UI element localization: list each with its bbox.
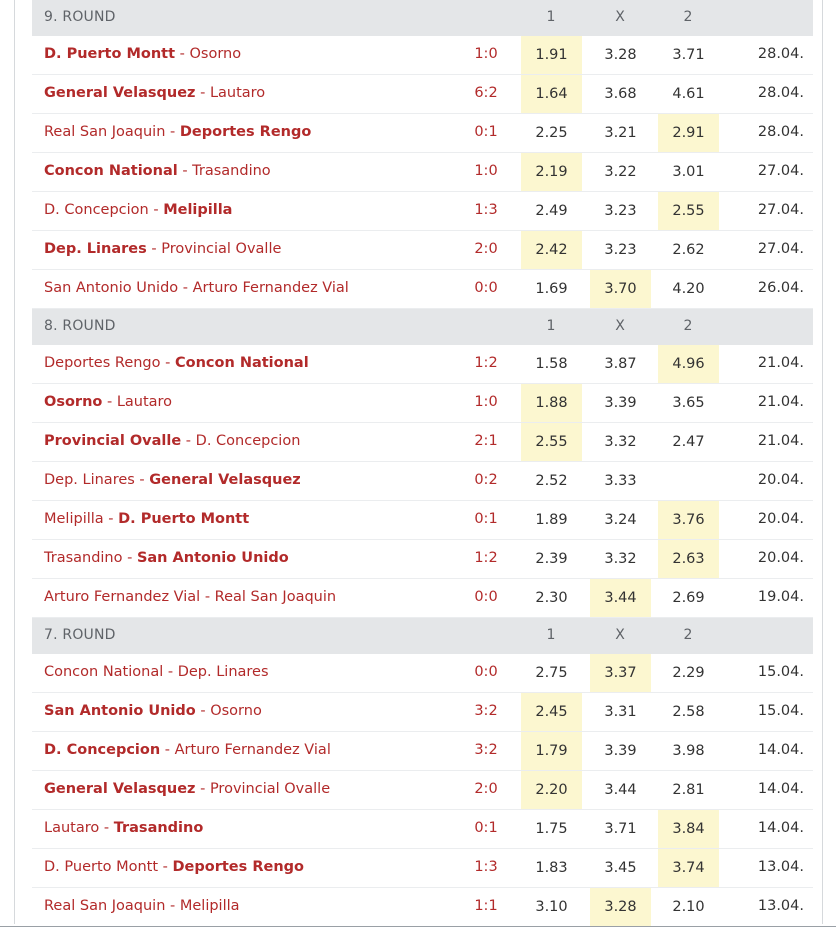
odds-away[interactable]: 2.29 (672, 665, 705, 681)
match-date: 21.04. (757, 355, 804, 371)
odds-home[interactable]: 2.39 (535, 551, 568, 567)
match-date: 15.04. (757, 664, 804, 680)
home-team: Concon National (44, 664, 164, 680)
away-team: Osorno (189, 46, 242, 62)
match-link[interactable] (44, 511, 249, 527)
match-row[interactable] (32, 771, 813, 810)
team-separator: - (200, 589, 215, 605)
odds-away[interactable]: 4.96 (658, 345, 719, 383)
match-row[interactable] (32, 192, 813, 231)
match-row[interactable] (32, 732, 813, 771)
odds-away[interactable]: 2.55 (658, 192, 719, 230)
odds-away[interactable]: 2.58 (672, 704, 705, 720)
odds-away[interactable]: 3.71 (672, 47, 705, 63)
home-team: Concon National (44, 163, 178, 179)
team-separator: - (165, 898, 180, 914)
odds-draw[interactable]: 3.31 (604, 704, 637, 720)
odds-home[interactable]: 2.49 (535, 203, 568, 219)
match-row[interactable] (32, 345, 813, 384)
home-team: Arturo Fernandez Vial (44, 589, 201, 605)
match-link[interactable] (44, 589, 336, 605)
home-team: General Velasquez (44, 85, 196, 101)
team-separator: - (99, 820, 114, 836)
match-date: 13.04. (757, 859, 804, 875)
odds-home[interactable]: 2.75 (535, 665, 568, 681)
home-team: General Velasquez (44, 781, 196, 797)
odds-away[interactable]: 2.47 (672, 434, 705, 450)
column-header-draw: X (615, 627, 625, 643)
team-separator: - (160, 742, 175, 758)
team-separator: - (102, 394, 117, 410)
match-link[interactable] (44, 781, 330, 797)
odds-home[interactable]: 1.64 (521, 75, 582, 113)
odds-home[interactable]: 1.69 (535, 281, 568, 297)
match-row[interactable] (32, 423, 813, 462)
home-team: Lautaro (44, 820, 100, 836)
match-date: 28.04. (757, 46, 804, 62)
match-score: 1:3 (474, 859, 498, 875)
match-score: 2:0 (474, 241, 498, 257)
match-row[interactable] (32, 849, 813, 888)
odds-draw[interactable]: 3.21 (604, 125, 637, 141)
odds-away[interactable]: 2.63 (658, 540, 719, 578)
match-link[interactable] (44, 433, 300, 449)
odds-away[interactable]: 2.10 (672, 899, 705, 915)
away-team: D. Puerto Montt (118, 511, 250, 527)
match-score: 1:3 (474, 202, 498, 218)
odds-home[interactable]: 3.10 (535, 899, 568, 915)
team-separator: - (122, 550, 137, 566)
away-team: D. Concepcion (195, 433, 301, 449)
match-date: 21.04. (757, 433, 804, 449)
odds-home[interactable]: 2.30 (535, 590, 568, 606)
match-date: 26.04. (757, 280, 804, 296)
odds-draw[interactable]: 3.28 (604, 47, 637, 63)
match-score: 0:1 (474, 820, 498, 836)
away-team: Arturo Fernandez Vial (192, 280, 349, 296)
match-score: 1:2 (474, 550, 498, 566)
column-header-away: 2 (683, 627, 693, 643)
home-team: Real San Joaquin (44, 124, 166, 140)
results-table (32, 0, 813, 927)
home-team: D. Puerto Montt (44, 46, 176, 62)
odds-draw[interactable]: 3.28 (590, 888, 651, 926)
column-header-home: 1 (546, 9, 556, 25)
match-row[interactable] (32, 153, 813, 192)
match-score: 0:2 (474, 472, 498, 488)
match-link[interactable] (44, 703, 262, 719)
odds-draw[interactable]: 3.71 (604, 821, 637, 837)
column-header-home: 1 (546, 627, 556, 643)
odds-draw[interactable]: 3.68 (604, 86, 637, 102)
match-link[interactable] (44, 472, 301, 488)
match-row[interactable] (32, 384, 813, 423)
away-team: Melipilla (163, 202, 233, 218)
odds-draw[interactable]: 3.24 (604, 512, 637, 528)
match-link[interactable] (44, 124, 311, 140)
odds-home[interactable]: 1.88 (521, 384, 582, 422)
match-score: 6:2 (474, 85, 498, 101)
odds-draw[interactable]: 3.32 (604, 434, 637, 450)
odds-away[interactable] (658, 462, 719, 500)
away-team: Arturo Fernandez Vial (174, 742, 331, 758)
odds-away[interactable]: 4.20 (672, 281, 705, 297)
match-link[interactable] (44, 859, 304, 875)
team-separator: - (195, 781, 210, 797)
team-separator: - (195, 85, 210, 101)
match-row[interactable] (32, 501, 813, 540)
odds-draw[interactable]: 3.44 (590, 579, 651, 617)
match-score: 1:0 (474, 394, 498, 410)
match-date: 13.04. (757, 898, 804, 914)
odds-home[interactable]: 2.42 (521, 231, 582, 269)
odds-home[interactable]: 2.19 (521, 153, 582, 191)
match-score: 2:0 (474, 781, 498, 797)
odds-home[interactable]: 1.89 (535, 512, 568, 528)
odds-away[interactable]: 2.81 (672, 782, 705, 798)
column-header-away: 2 (683, 9, 693, 25)
odds-home[interactable]: 1.58 (535, 356, 568, 372)
match-date: 14.04. (757, 781, 804, 797)
match-row[interactable] (32, 270, 813, 309)
match-link[interactable] (44, 664, 269, 680)
match-link[interactable] (44, 280, 349, 296)
horizontal-scrollbar[interactable] (0, 926, 836, 930)
match-date: 27.04. (757, 241, 804, 257)
away-team: Deportes Rengo (172, 859, 304, 875)
away-team: Dep. Linares (177, 664, 269, 680)
match-row[interactable] (32, 693, 813, 732)
match-row[interactable] (32, 540, 813, 579)
odds-home[interactable]: 2.52 (535, 473, 568, 489)
round-header (32, 309, 813, 345)
match-date: 27.04. (757, 163, 804, 179)
odds-draw[interactable]: 3.32 (604, 551, 637, 567)
team-separator: - (163, 664, 178, 680)
match-date: 27.04. (757, 202, 804, 218)
match-link[interactable] (44, 163, 271, 179)
match-row[interactable] (32, 462, 813, 501)
away-team: Concon National (174, 355, 309, 371)
match-score: 1:0 (474, 163, 498, 179)
odds-away[interactable]: 3.84 (658, 810, 719, 848)
odds-away[interactable]: 2.69 (672, 590, 705, 606)
round-title: 8. ROUND (44, 318, 116, 334)
home-team: D. Puerto Montt (44, 859, 159, 875)
home-team: Trasandino (44, 550, 123, 566)
odds-draw[interactable]: 3.23 (604, 242, 637, 258)
match-link[interactable] (44, 241, 281, 257)
column-header-away: 2 (683, 318, 693, 334)
match-score: 0:0 (474, 280, 498, 296)
away-team: General Velasquez (149, 472, 301, 488)
home-team: Dep. Linares (44, 472, 135, 488)
round-header (32, 0, 813, 36)
home-team: Melipilla (44, 511, 104, 527)
match-row[interactable] (32, 810, 813, 849)
home-team: Real San Joaquin (44, 898, 166, 914)
odds-draw[interactable]: 3.44 (604, 782, 637, 798)
away-team: Provincial Ovalle (161, 241, 282, 257)
odds-home[interactable]: 1.79 (521, 732, 582, 770)
match-score: 0:0 (474, 589, 498, 605)
match-row[interactable] (32, 888, 813, 927)
odds-draw[interactable]: 3.70 (590, 270, 651, 308)
odds-draw[interactable]: 3.22 (604, 164, 637, 180)
column-header-draw: X (615, 318, 625, 334)
away-team: Osorno (210, 703, 262, 719)
match-score: 3:2 (474, 742, 498, 758)
round-header (32, 618, 813, 654)
match-date: 21.04. (757, 394, 804, 410)
away-team: Real San Joaquin (214, 589, 337, 605)
away-team: Provincial Ovalle (209, 781, 331, 797)
match-date: 20.04. (757, 472, 804, 488)
match-link[interactable] (44, 46, 241, 62)
match-date: 20.04. (757, 550, 804, 566)
odds-away[interactable]: 3.76 (658, 501, 719, 539)
match-date: 14.04. (757, 820, 804, 836)
match-link[interactable] (44, 85, 265, 101)
odds-draw[interactable]: 3.39 (604, 395, 637, 411)
match-score: 1:1 (474, 898, 498, 914)
away-team: Deportes Rengo (179, 124, 312, 140)
away-team: Trasandino (113, 820, 204, 836)
odds-away[interactable]: 3.65 (672, 395, 705, 411)
match-score: 1:0 (474, 46, 498, 62)
team-separator: - (178, 280, 193, 296)
team-separator: - (177, 163, 193, 179)
page-left-border (14, 0, 15, 924)
odds-away[interactable]: 3.01 (672, 164, 705, 180)
round-title: 9. ROUND (44, 9, 116, 25)
match-date: 14.04. (757, 742, 804, 758)
match-date: 20.04. (757, 511, 804, 527)
away-team: Lautaro (116, 394, 173, 410)
odds-home[interactable]: 1.91 (521, 36, 582, 74)
match-row[interactable] (32, 579, 813, 618)
match-score: 3:2 (474, 703, 498, 719)
match-link[interactable] (44, 202, 232, 218)
match-date: 15.04. (757, 703, 804, 719)
odds-away[interactable]: 3.98 (672, 743, 705, 759)
odds-draw[interactable]: 3.33 (604, 473, 637, 489)
match-row[interactable] (32, 654, 813, 693)
team-separator: - (103, 511, 119, 527)
match-date: 19.04. (757, 589, 804, 605)
odds-draw[interactable]: 3.39 (604, 743, 637, 759)
column-header-home: 1 (546, 318, 556, 334)
match-date: 28.04. (757, 124, 804, 140)
team-separator: - (181, 433, 196, 449)
match-row[interactable] (32, 231, 813, 270)
home-team: D. Concepcion (44, 202, 149, 218)
match-link[interactable] (44, 898, 240, 914)
column-header-draw: X (615, 9, 625, 25)
match-score: 2:1 (474, 433, 498, 449)
team-separator: - (160, 355, 175, 371)
team-separator: - (195, 703, 211, 719)
team-separator: - (146, 241, 162, 257)
team-separator: - (148, 202, 164, 218)
page-right-border (822, 0, 823, 924)
match-score: 1:2 (474, 355, 498, 371)
odds-draw[interactable]: 3.45 (604, 860, 637, 876)
odds-home[interactable]: 2.55 (521, 423, 582, 461)
team-separator: - (134, 472, 150, 488)
match-link[interactable] (44, 820, 203, 836)
match-link[interactable] (44, 550, 289, 566)
odds-home[interactable]: 1.75 (535, 821, 568, 837)
round-title: 7. ROUND (44, 627, 116, 643)
home-team: D. Concepcion (44, 742, 161, 758)
odds-draw[interactable]: 3.87 (604, 356, 637, 372)
match-link[interactable] (44, 742, 331, 758)
match-row[interactable] (32, 114, 813, 153)
match-date: 28.04. (757, 85, 804, 101)
home-team: San Antonio Unido (44, 280, 179, 296)
odds-away[interactable]: 4.61 (672, 86, 705, 102)
odds-away[interactable]: 2.91 (658, 114, 719, 152)
team-separator: - (175, 46, 190, 62)
match-link[interactable] (44, 394, 172, 410)
odds-home[interactable]: 2.25 (535, 125, 568, 141)
team-separator: - (165, 124, 180, 140)
away-team: Lautaro (209, 85, 266, 101)
away-team: Melipilla (179, 898, 240, 914)
home-team: San Antonio Unido (44, 703, 196, 719)
team-separator: - (158, 859, 173, 875)
home-team: Provincial Ovalle (44, 433, 182, 449)
match-link[interactable] (44, 355, 309, 371)
match-score: 0:1 (474, 124, 498, 140)
home-team: Dep. Linares (44, 241, 147, 257)
match-score: 0:0 (474, 664, 498, 680)
away-team: Trasandino (192, 163, 271, 179)
odds-away[interactable]: 2.62 (672, 242, 705, 258)
odds-home[interactable]: 2.20 (521, 771, 582, 809)
away-team: San Antonio Unido (136, 550, 289, 566)
home-team: Deportes Rengo (44, 355, 161, 371)
odds-draw[interactable]: 3.23 (604, 203, 637, 219)
odds-draw[interactable]: 3.37 (590, 654, 651, 692)
home-team: Osorno (44, 394, 103, 410)
odds-home[interactable]: 1.83 (535, 860, 568, 876)
odds-away[interactable]: 3.74 (658, 849, 719, 887)
match-row[interactable] (32, 36, 813, 75)
match-score: 0:1 (474, 511, 498, 527)
match-row[interactable] (32, 75, 813, 114)
odds-home[interactable]: 2.45 (521, 693, 582, 731)
